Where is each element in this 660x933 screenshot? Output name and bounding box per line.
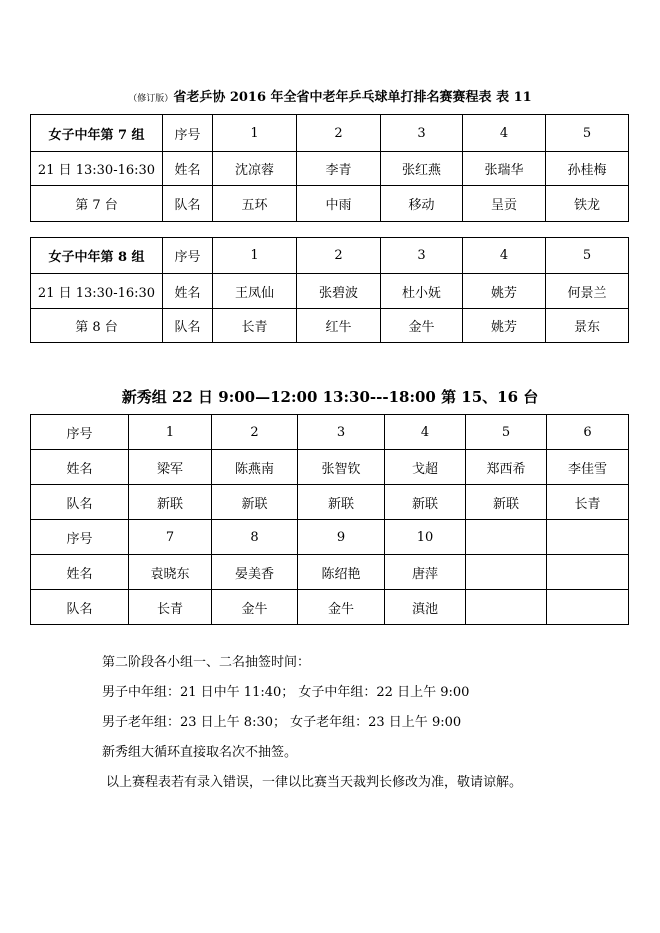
group8-cell: 何景兰 [546, 274, 629, 309]
group7-cell: 姓名 [163, 152, 213, 186]
rookie-cell: 9 [298, 520, 385, 555]
rookie-cell: 3 [298, 415, 385, 450]
group7-cell: 孙桂梅 [546, 152, 629, 186]
group7-cell: 呈贡 [463, 186, 546, 222]
rookie-cell: 队名 [31, 485, 129, 520]
rookie-cell: 新联 [466, 485, 547, 520]
group7-header-cell: 3 [381, 115, 463, 152]
group8-cell: 姓名 [163, 274, 213, 309]
note-line: 以上赛程表若有录入错误，一律以比赛当天裁判长修改为准，敬请谅解。 [106, 775, 523, 790]
group7-cell: 队名 [163, 186, 213, 222]
group8-header-cell: 1 [213, 238, 297, 274]
rookie-cell: 晏美香 [212, 555, 298, 590]
group7-cell: 铁龙 [546, 186, 629, 222]
rookie-cell: 序号 [31, 520, 129, 555]
group7-header-cell: 5 [546, 115, 629, 152]
group7-cell: 移动 [381, 186, 463, 222]
group8-cell: 姚芳 [463, 309, 546, 343]
group8-header-cell: 3 [381, 238, 463, 274]
group7-header-row [31, 115, 629, 152]
group8-title: 女子中年第 8 组 [31, 238, 163, 274]
rookie-cell: 长青 [547, 485, 629, 520]
group7-cell: 李青 [297, 152, 381, 186]
rookie-cell: 7 [129, 520, 212, 555]
rookie-cell: 5 [466, 415, 547, 450]
page-title [0, 86, 660, 105]
group7-table-number-cell: 第 7 台 [31, 186, 163, 222]
group8-time-cell: 21 日 13:30-16:30 [31, 274, 163, 309]
group8-cell: 景东 [546, 309, 629, 343]
rookie-cell: 新联 [212, 485, 298, 520]
rookie-cell: 梁军 [129, 450, 212, 485]
rookie-cell: 8 [212, 520, 298, 555]
title-prefix: （修订版） [128, 94, 174, 104]
rookie-cell: 序号 [31, 415, 129, 450]
group7-name-row [31, 152, 629, 186]
group7-title: 女子中年第 7 组 [31, 115, 163, 152]
rookie-number-row [31, 415, 629, 450]
group8-cell: 张碧波 [297, 274, 381, 309]
group7-cell: 张红燕 [381, 152, 463, 186]
rookie-cell: 新联 [298, 485, 385, 520]
group8-header-cell: 序号 [163, 238, 213, 274]
rookie-cell: 姓名 [31, 555, 129, 590]
rookie-heading: 新秀组 22 日 9:00—12:00 13:30---18:00 第 15、16 台 [121, 388, 539, 406]
group8-cell: 金牛 [381, 309, 463, 343]
rookie-cell [466, 590, 547, 625]
rookie-cell [547, 590, 629, 625]
rookie-cell: 4 [385, 415, 466, 450]
group8-header-cell: 4 [463, 238, 546, 274]
group8-name-row [31, 274, 629, 309]
rookie-cell [547, 555, 629, 590]
rookie-cell: 唐萍 [385, 555, 466, 590]
notes [102, 648, 602, 798]
group7-cell: 沈凉蓉 [213, 152, 297, 186]
rookie-table [30, 414, 629, 625]
group7-team-row [31, 186, 629, 222]
group8-header-cell: 2 [297, 238, 381, 274]
rookie-cell: 新联 [385, 485, 466, 520]
group8-cell: 杜小妩 [381, 274, 463, 309]
rookie-cell [547, 520, 629, 555]
rookie-cell: 袁晓东 [129, 555, 212, 590]
rookie-cell: 6 [547, 415, 629, 450]
group7-header-cell: 1 [213, 115, 297, 152]
rookie-number-row [31, 520, 629, 555]
group8-cell: 姚芳 [463, 274, 546, 309]
group8-header-cell: 5 [546, 238, 629, 274]
note-line: 新秀组大循环直接取名次不抽签。 [102, 745, 298, 760]
note-line: 男子中年组：21 日中午 11:40； 女子中年组：22 日上午 9:00 [102, 685, 470, 700]
rookie-cell: 滇池 [385, 590, 466, 625]
rookie-cell: 戈超 [385, 450, 466, 485]
group7-time-cell: 21 日 13:30-16:30 [31, 152, 163, 186]
group7-header-cell: 序号 [163, 115, 213, 152]
note-line: 男子老年组：23 日上午 8:30； 女子老年组：23 日上午 9:00 [102, 715, 462, 730]
group8-cell: 长青 [213, 309, 297, 343]
rookie-name-row [31, 555, 629, 590]
group8-cell: 王凤仙 [213, 274, 297, 309]
rookie-cell: 2 [212, 415, 298, 450]
rookie-cell: 长青 [129, 590, 212, 625]
rookie-cell: 郑西希 [466, 450, 547, 485]
rookie-cell: 10 [385, 520, 466, 555]
group7-cell: 五环 [213, 186, 297, 222]
rookie-cell [466, 555, 547, 590]
group7-cell: 中雨 [297, 186, 381, 222]
rookie-cell: 陈绍艳 [298, 555, 385, 590]
group8-header-row [31, 238, 629, 274]
rookie-cell: 新联 [129, 485, 212, 520]
rookie-cell: 金牛 [298, 590, 385, 625]
rookie-cell: 1 [129, 415, 212, 450]
group7-table [30, 114, 629, 222]
group8-table [30, 237, 629, 343]
rookie-cell: 队名 [31, 590, 129, 625]
rookie-cell: 陈燕南 [212, 450, 298, 485]
rookie-team-row [31, 590, 629, 625]
rookie-team-row [31, 485, 629, 520]
rookie-cell: 金牛 [212, 590, 298, 625]
group8-cell: 队名 [163, 309, 213, 343]
rookie-cell [466, 520, 547, 555]
rookie-name-row [31, 450, 629, 485]
group7-header-cell: 4 [463, 115, 546, 152]
group8-table-number-cell: 第 8 台 [31, 309, 163, 343]
rookie-cell: 姓名 [31, 450, 129, 485]
group7-cell: 张瑞华 [463, 152, 546, 186]
group8-team-row [31, 309, 629, 343]
title-main: 省老乒协 2016 年全省中老年乒乓球单打排名赛赛程表 表 11 [173, 90, 532, 105]
rookie-cell: 张智钦 [298, 450, 385, 485]
note-line: 第二阶段各小组一、二名抽签时间： [102, 655, 311, 670]
rookie-cell: 李佳雪 [547, 450, 629, 485]
group8-cell: 红牛 [297, 309, 381, 343]
group7-header-cell: 2 [297, 115, 381, 152]
